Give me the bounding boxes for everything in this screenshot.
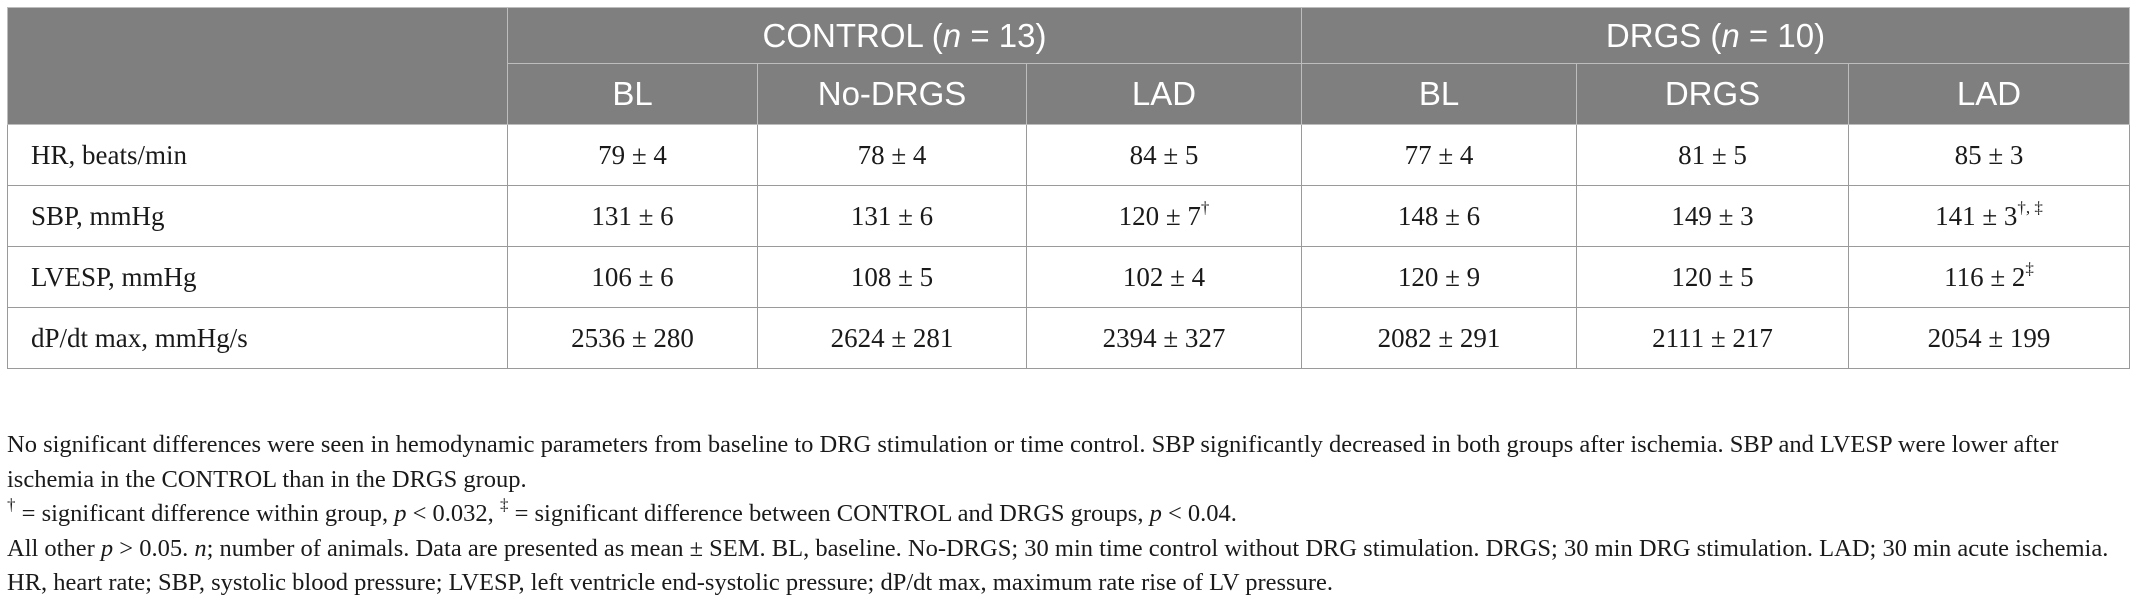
cell-value: 116 ± 2 xyxy=(1944,261,2026,292)
cell-value: 131 ± 6 xyxy=(591,200,674,231)
table-body xyxy=(8,125,2130,369)
column-header-drgs-lad: LAD xyxy=(1849,64,2130,125)
cell-control-bl xyxy=(508,125,758,186)
cell-value: 2054 ± 199 xyxy=(1927,322,2051,353)
cell-value: 85 ± 3 xyxy=(1954,139,2024,170)
cell-value: 102 ± 4 xyxy=(1122,261,1206,292)
cell-control-no-drgs xyxy=(758,125,1027,186)
cell-value: 148 ± 6 xyxy=(1397,200,1481,231)
cell-drgs-drgs xyxy=(1577,308,1849,369)
table-footnotes xyxy=(7,428,2129,601)
footnote-text: All other xyxy=(7,534,101,562)
cell-value: 79 ± 4 xyxy=(598,139,667,170)
cell-control-lad xyxy=(1027,186,1302,247)
cell-value: 2111 ± 217 xyxy=(1652,322,1773,353)
n-symbol: n xyxy=(942,16,962,54)
cell-value: 120 ± 7 xyxy=(1118,200,1201,231)
column-header-drgs-drgs: DRGS xyxy=(1577,64,1849,125)
cell-control-bl xyxy=(508,186,758,247)
table-row xyxy=(8,247,2130,308)
n-symbol: n xyxy=(1721,16,1740,54)
column-header-control-lad: LAD xyxy=(1027,64,1302,125)
cell-drgs-drgs xyxy=(1577,247,1849,308)
cell-value: 2624 ± 281 xyxy=(830,322,954,353)
group-header-drgs xyxy=(1302,8,2130,64)
footnote-abbreviations xyxy=(7,532,2129,601)
cell-drgs-lad xyxy=(1849,186,2130,247)
cell-value: 77 ± 4 xyxy=(1404,139,1474,170)
parameter-label: HR, beats/min xyxy=(8,125,508,186)
footnote-text: > 0.05. xyxy=(113,534,195,562)
parameter-label: LVESP, mmHg xyxy=(8,247,508,308)
group-label-suffix: = 13) xyxy=(961,16,1047,54)
cell-drgs-lad xyxy=(1849,308,2130,369)
cell-value: 106 ± 6 xyxy=(591,261,674,292)
group-label-prefix: DRGS ( xyxy=(1605,16,1722,54)
cell-value: 141 ± 3 xyxy=(1935,200,2018,231)
cell-drgs-bl xyxy=(1302,125,1577,186)
significance-marker: † xyxy=(1200,197,1210,217)
footnote-significance xyxy=(7,494,2129,532)
footnote-text: < 0.04. xyxy=(1161,500,1237,527)
cell-value: 78 ± 4 xyxy=(857,139,927,170)
cell-drgs-lad xyxy=(1849,125,2130,186)
cell-control-bl xyxy=(508,247,758,308)
table-row xyxy=(8,186,2130,247)
cell-control-lad xyxy=(1027,125,1302,186)
cell-control-bl xyxy=(508,308,758,369)
cell-control-no-drgs xyxy=(758,186,1027,247)
p-symbol: p xyxy=(100,534,114,562)
cell-value: 131 ± 6 xyxy=(850,200,934,231)
hemodynamics-table xyxy=(7,7,2130,369)
header-corner-cell xyxy=(8,8,508,125)
group-header-row xyxy=(8,8,2130,64)
significance-marker: ‡ xyxy=(2025,258,2034,278)
cell-drgs-drgs xyxy=(1577,186,1849,247)
cell-drgs-lad xyxy=(1849,247,2130,308)
column-header-drgs-bl: BL xyxy=(1302,64,1577,125)
cell-value: 2082 ± 291 xyxy=(1377,322,1501,353)
cell-drgs-bl xyxy=(1302,308,1577,369)
footnote-summary: No significant differences were seen in hemodynamic parameters from baseline to DRG stimulation or time control. SBP significantly decreased in both groups after ischemia. SBP and LVESP were lower after ischemia in the CONTROL than in the DRGS group. xyxy=(7,431,2059,493)
cell-value: 120 ± 9 xyxy=(1397,261,1481,292)
cell-value: 84 ± 5 xyxy=(1129,139,1199,170)
cell-control-no-drgs xyxy=(758,308,1027,369)
n-symbol: n xyxy=(194,534,207,562)
cell-drgs-bl xyxy=(1302,186,1577,247)
column-header-control-bl: BL xyxy=(508,64,758,125)
group-label-suffix: = 10) xyxy=(1739,16,1826,54)
cell-control-no-drgs xyxy=(758,247,1027,308)
cell-value: 2394 ± 327 xyxy=(1102,322,1226,353)
hemodynamics-table-container xyxy=(7,7,2129,369)
table-row xyxy=(8,125,2130,186)
footnote-text: = significant difference between CONTROL and DRGS groups, xyxy=(508,500,1150,527)
group-header-control xyxy=(508,8,1302,64)
table-header xyxy=(8,8,2130,125)
cell-control-lad xyxy=(1027,247,1302,308)
parameter-label: dP/dt max, mmHg/s xyxy=(8,308,508,369)
significance-marker: †, ‡ xyxy=(2017,197,2043,217)
double-dagger-symbol: ‡ xyxy=(499,494,509,514)
cell-value: 120 ± 5 xyxy=(1671,261,1754,292)
cell-value: 149 ± 3 xyxy=(1671,200,1754,231)
footnote-text: ; number of animals. Data are presented as mean ± SEM. BL, baseline. No-DRGS; 30 min time control without DRG stimulation. DRGS; 30 min DRG stimulation. LAD; 30 min acute ischemia. HR, heart rate; SBP, systolic blood pressure; LVESP, left ventricle end-systolic pressure; dP/dt max, maximum rate rise of LV pressure. xyxy=(7,534,2109,596)
cell-value: 2536 ± 280 xyxy=(571,322,694,353)
parameter-label: SBP, mmHg xyxy=(8,186,508,247)
p-symbol: p xyxy=(1149,500,1162,527)
table-row xyxy=(8,308,2130,369)
group-label-prefix: CONTROL ( xyxy=(762,16,943,54)
dagger-symbol: † xyxy=(7,494,16,514)
cell-control-lad xyxy=(1027,308,1302,369)
cell-value: 81 ± 5 xyxy=(1678,139,1747,170)
footnote-text: < 0.032, xyxy=(406,500,500,527)
cell-value: 108 ± 5 xyxy=(850,261,934,292)
cell-drgs-bl xyxy=(1302,247,1577,308)
footnote-text: = significant difference within group, xyxy=(15,500,395,527)
cell-drgs-drgs xyxy=(1577,125,1849,186)
column-header-control-no-drgs: No-DRGS xyxy=(758,64,1027,125)
p-symbol: p xyxy=(394,500,407,527)
